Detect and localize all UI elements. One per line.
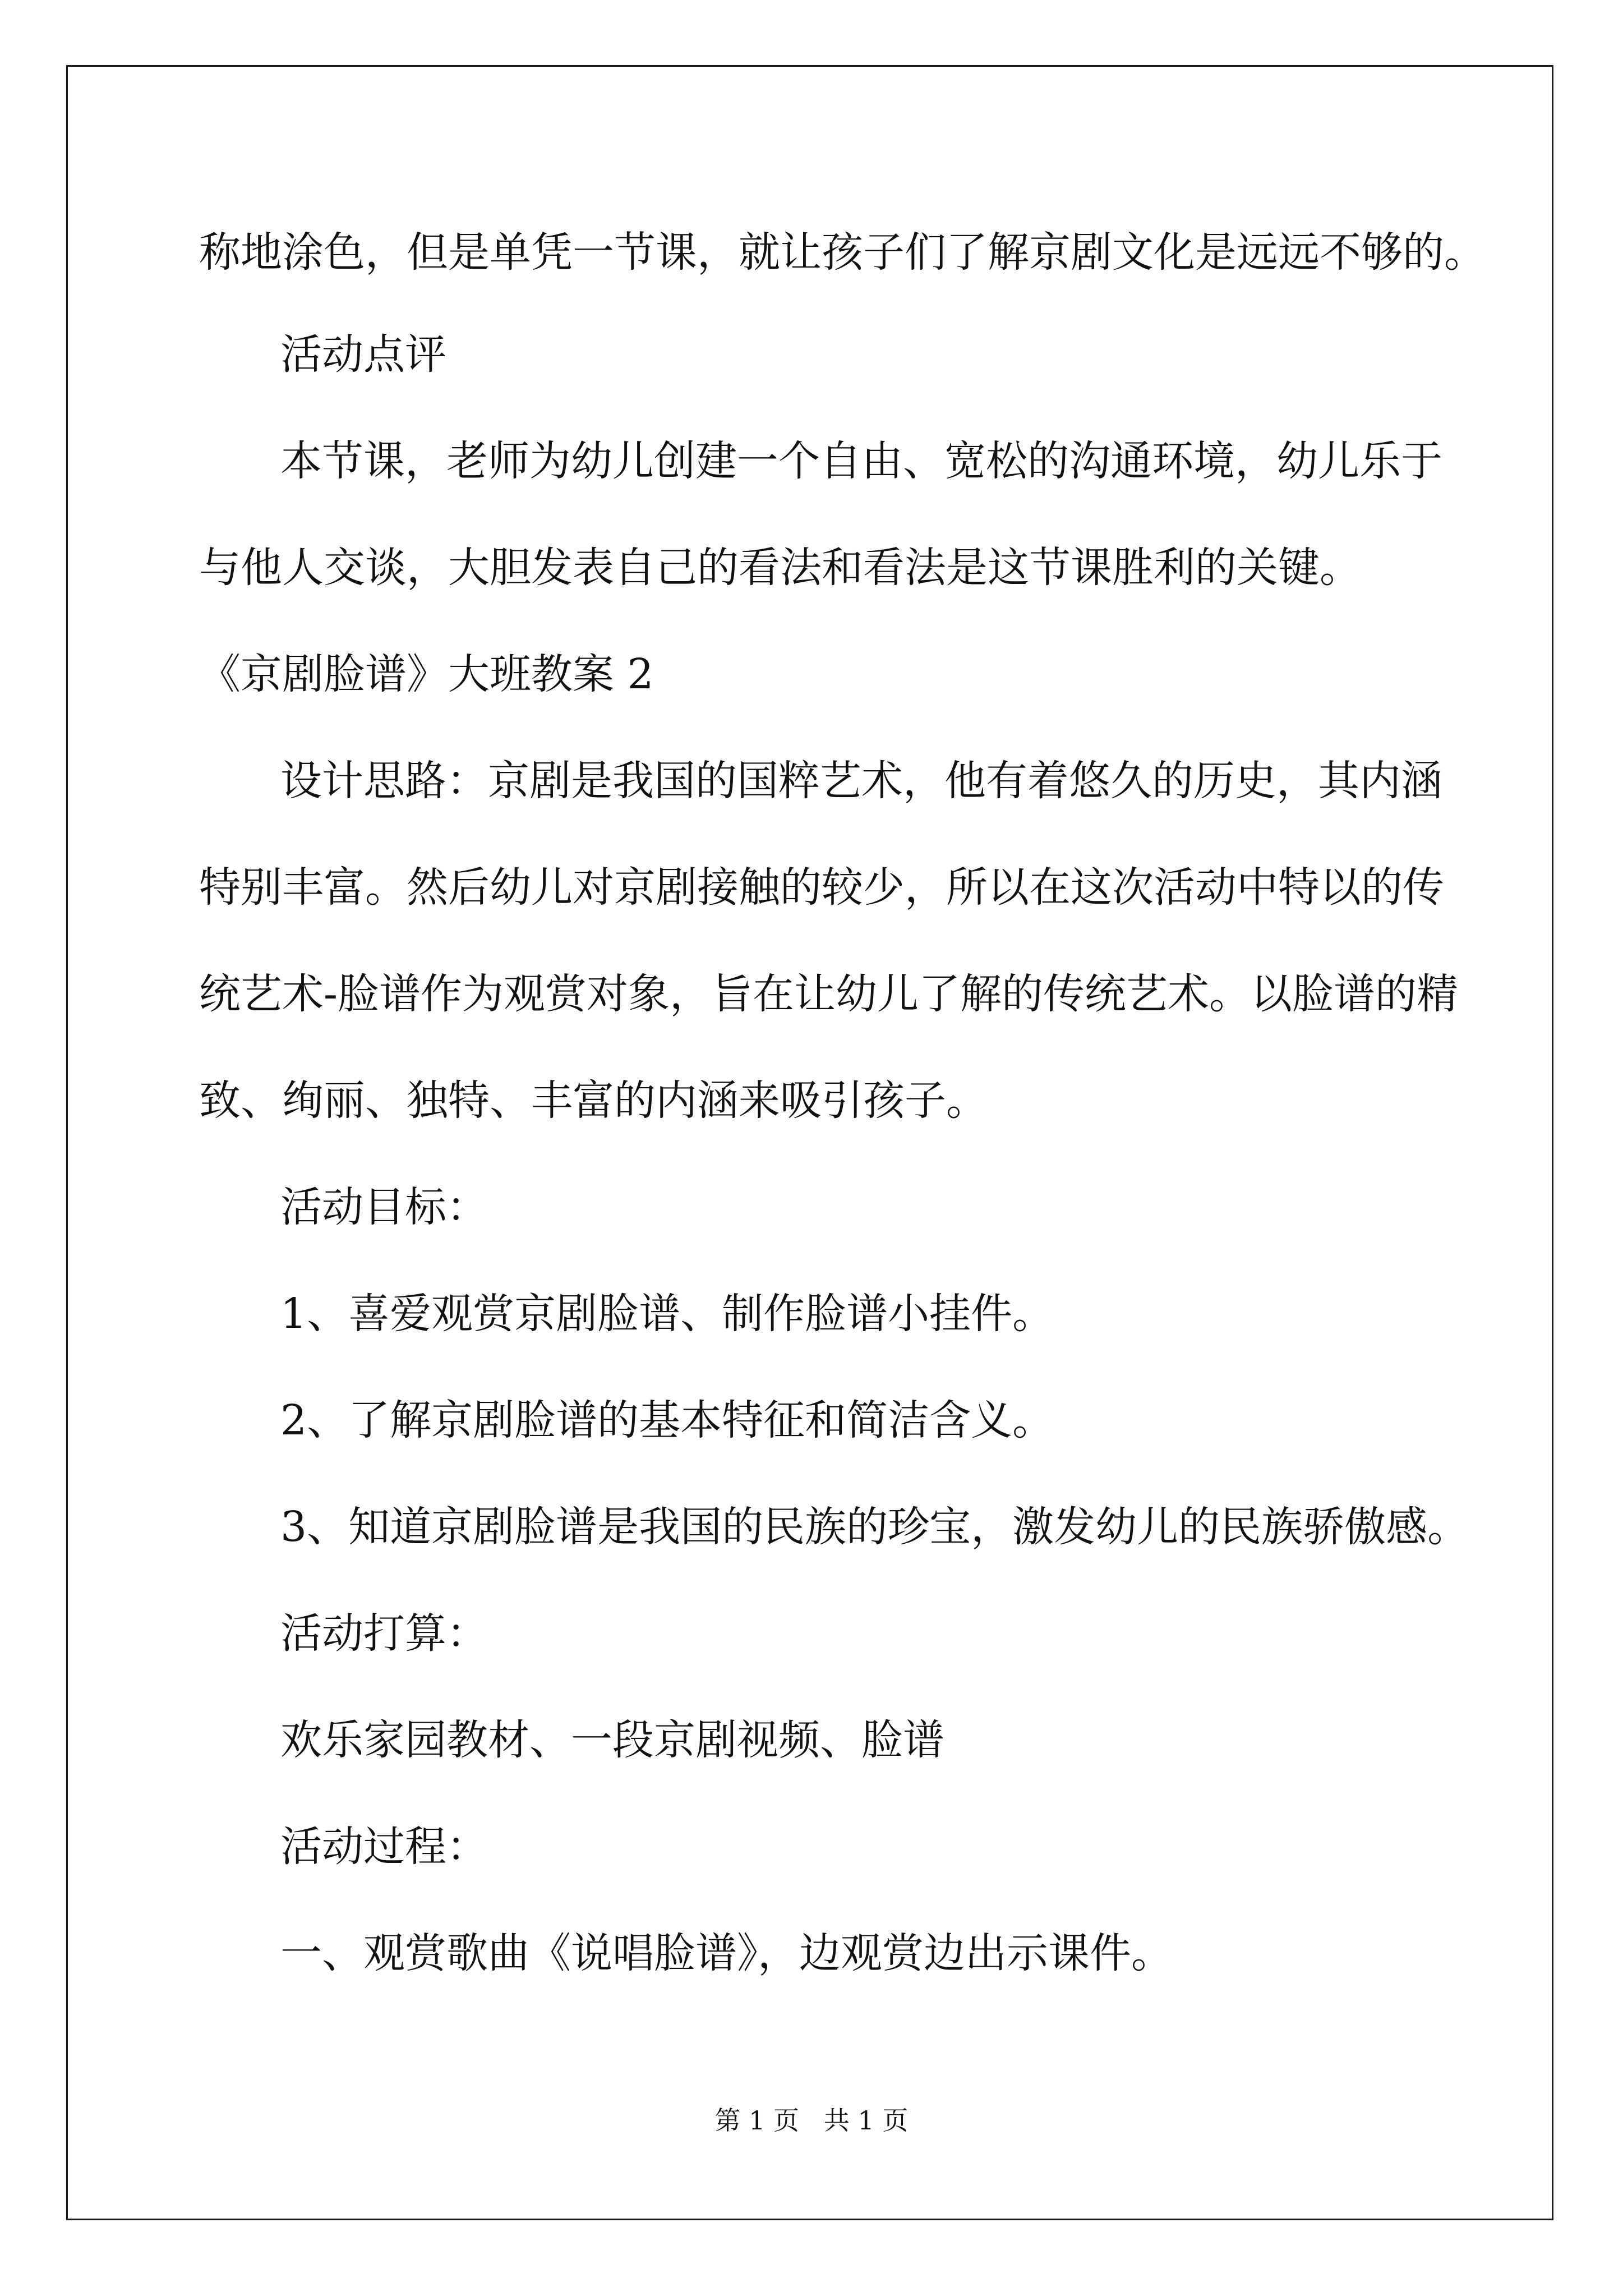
text-line: 致、绚丽、独特、丰富的内涵来吸引孩子。 bbox=[199, 1076, 988, 1125]
page-border bbox=[66, 65, 1553, 2220]
text-line: 设计思路：京剧是我国的国粹艺术，他有着悠久的历史，其内涵 bbox=[280, 757, 1442, 805]
list-item: 3、知道京剧脸谱是我国的民族的珍宝，激发幼儿的民族骄傲感。 bbox=[280, 1503, 1469, 1551]
text-line: 与他人交谈，大胆发表自己的看法和看法是这节课胜利的关键。 bbox=[199, 544, 1361, 592]
text-line: 欢乐家园教材、一段京剧视频、脸谱 bbox=[280, 1716, 944, 1764]
text-line: 本节课，老师为幼儿创建一个自由、宽松的沟通环境，幼儿乐于 bbox=[280, 437, 1442, 485]
list-item: 1、喜爱观赏京剧脸谱、制作脸谱小挂件。 bbox=[280, 1290, 1054, 1338]
text-line: 特别丰富。然后幼儿对京剧接触的较少，所以在这次活动中特以的传 bbox=[199, 863, 1444, 912]
text-line: 称地涂色，但是单凭一节课，就让孩子们了解京剧文化是远远不够的。 bbox=[199, 228, 1486, 277]
text-line: 活动打算： bbox=[280, 1609, 488, 1658]
text-line: 活动目标： bbox=[280, 1183, 488, 1231]
text-line: 活动过程： bbox=[280, 1823, 488, 1871]
section-heading: 《京剧脸谱》大班教案 2 bbox=[199, 650, 654, 698]
page-footer: 第 1 页 共 1 页 bbox=[714, 2105, 909, 2136]
text-line: 一、观赏歌曲《说唱脸谱》，边观赏边出示课件。 bbox=[280, 1929, 1173, 1977]
text-line: 活动点评 bbox=[280, 330, 446, 379]
text-line: 统艺术-脸谱作为观赏对象，旨在让幼儿了解的传统艺术。以脸谱的精 bbox=[199, 970, 1459, 1018]
list-item: 2、了解京剧脸谱的基本特征和简洁含义。 bbox=[280, 1396, 1054, 1444]
